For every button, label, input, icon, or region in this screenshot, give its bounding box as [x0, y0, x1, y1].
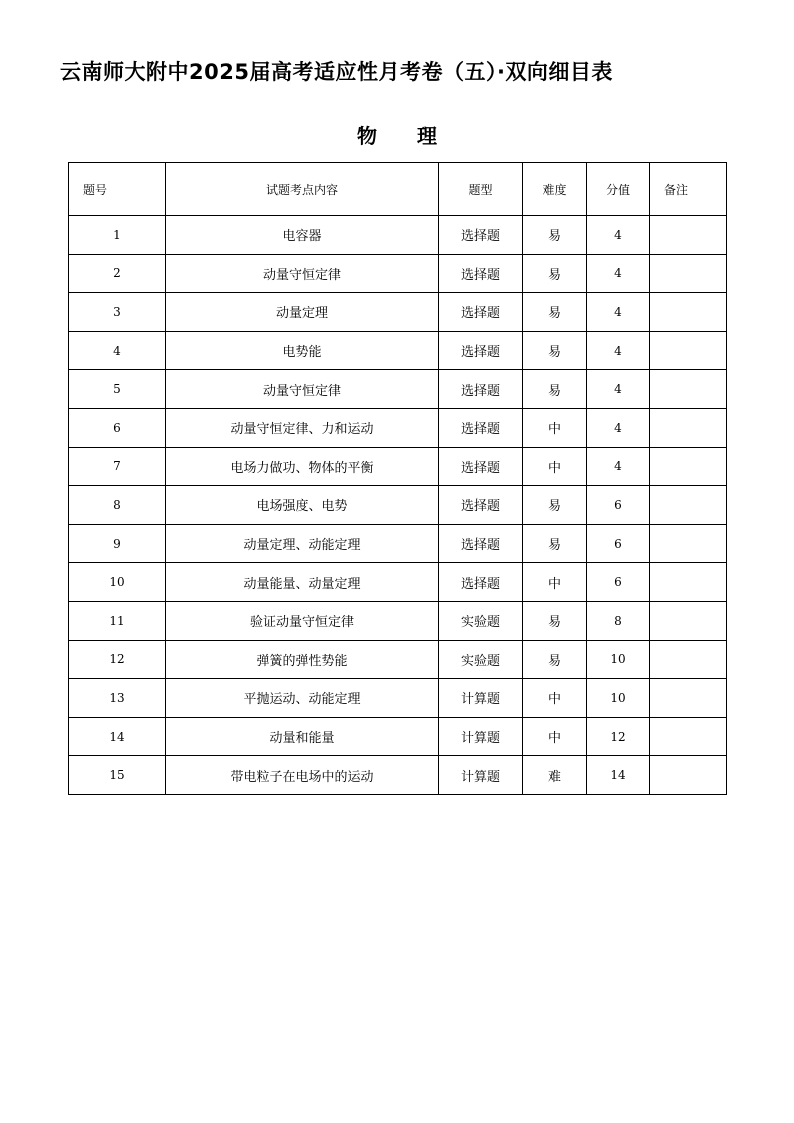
cell-no: 11 [69, 601, 166, 640]
cell-remark [650, 293, 727, 332]
page-title: 云南师大附中2025届高考适应性月考卷（五）·双向细目表 [60, 60, 613, 84]
table-row [69, 293, 727, 332]
cell-score: 6 [587, 524, 650, 563]
spec-table [68, 162, 727, 795]
cell-difficulty: 易 [523, 293, 587, 332]
cell-score: 10 [587, 679, 650, 718]
cell-score: 8 [587, 601, 650, 640]
cell-type: 选择题 [439, 216, 523, 255]
header-difficulty: 难度 [523, 163, 587, 216]
cell-score: 6 [587, 563, 650, 602]
cell-type: 计算题 [439, 717, 523, 756]
cell-type: 实验题 [439, 640, 523, 679]
cell-remark [650, 331, 727, 370]
cell-content: 动量定理、动能定理 [166, 524, 439, 563]
cell-type: 计算题 [439, 756, 523, 795]
subject-char-1: 物 [357, 124, 377, 148]
cell-score: 14 [587, 756, 650, 795]
table-row [69, 331, 727, 370]
cell-content: 弹簧的弹性势能 [166, 640, 439, 679]
cell-content: 带电粒子在电场中的运动 [166, 756, 439, 795]
cell-difficulty: 易 [523, 601, 587, 640]
cell-remark [650, 679, 727, 718]
cell-type: 选择题 [439, 447, 523, 486]
table-body [69, 216, 727, 795]
cell-difficulty: 中 [523, 679, 587, 718]
cell-content: 验证动量守恒定律 [166, 601, 439, 640]
subject-char-2: 理 [417, 124, 437, 148]
table-row [69, 370, 727, 409]
cell-type: 计算题 [439, 679, 523, 718]
table-row [69, 524, 727, 563]
cell-difficulty: 易 [523, 370, 587, 409]
cell-difficulty: 中 [523, 447, 587, 486]
cell-score: 12 [587, 717, 650, 756]
cell-remark [650, 756, 727, 795]
cell-content: 电场力做功、物体的平衡 [166, 447, 439, 486]
cell-type: 选择题 [439, 408, 523, 447]
cell-remark [650, 486, 727, 525]
cell-remark [650, 370, 727, 409]
cell-content: 电势能 [166, 331, 439, 370]
cell-no: 3 [69, 293, 166, 332]
cell-difficulty: 易 [523, 254, 587, 293]
subject-title [0, 120, 794, 149]
table-row [69, 216, 727, 255]
cell-content: 动量定理 [166, 293, 439, 332]
table-row [69, 717, 727, 756]
cell-no: 9 [69, 524, 166, 563]
header-no: 题号 [69, 163, 166, 216]
cell-score: 4 [587, 331, 650, 370]
cell-no: 7 [69, 447, 166, 486]
cell-remark [650, 254, 727, 293]
table-header-row [69, 163, 727, 216]
cell-type: 选择题 [439, 370, 523, 409]
cell-content: 电场强度、电势 [166, 486, 439, 525]
header-score: 分值 [587, 163, 650, 216]
cell-score: 4 [587, 408, 650, 447]
cell-no: 2 [69, 254, 166, 293]
cell-remark [650, 524, 727, 563]
cell-remark [650, 640, 727, 679]
cell-score: 4 [587, 216, 650, 255]
cell-type: 选择题 [439, 563, 523, 602]
cell-score: 4 [587, 447, 650, 486]
cell-type: 选择题 [439, 254, 523, 293]
cell-no: 4 [69, 331, 166, 370]
cell-no: 5 [69, 370, 166, 409]
cell-content: 平抛运动、动能定理 [166, 679, 439, 718]
cell-score: 6 [587, 486, 650, 525]
cell-content: 动量和能量 [166, 717, 439, 756]
table-row [69, 408, 727, 447]
cell-difficulty: 易 [523, 331, 587, 370]
table-row [69, 486, 727, 525]
cell-difficulty: 易 [523, 524, 587, 563]
cell-content: 动量守恒定律 [166, 254, 439, 293]
cell-remark [650, 447, 727, 486]
header-type: 题型 [439, 163, 523, 216]
cell-no: 8 [69, 486, 166, 525]
table-row [69, 640, 727, 679]
cell-remark [650, 408, 727, 447]
cell-score: 4 [587, 254, 650, 293]
cell-type: 选择题 [439, 486, 523, 525]
cell-no: 1 [69, 216, 166, 255]
cell-content: 动量能量、动量定理 [166, 563, 439, 602]
cell-difficulty: 易 [523, 216, 587, 255]
cell-remark [650, 216, 727, 255]
cell-no: 15 [69, 756, 166, 795]
cell-score: 4 [587, 370, 650, 409]
cell-difficulty: 难 [523, 756, 587, 795]
cell-difficulty: 中 [523, 408, 587, 447]
cell-type: 选择题 [439, 293, 523, 332]
cell-content: 动量守恒定律、力和运动 [166, 408, 439, 447]
cell-remark [650, 717, 727, 756]
cell-difficulty: 中 [523, 563, 587, 602]
cell-score: 4 [587, 293, 650, 332]
cell-difficulty: 中 [523, 717, 587, 756]
cell-content: 电容器 [166, 216, 439, 255]
cell-no: 6 [69, 408, 166, 447]
cell-difficulty: 易 [523, 486, 587, 525]
cell-type: 选择题 [439, 331, 523, 370]
table-row [69, 254, 727, 293]
cell-score: 10 [587, 640, 650, 679]
cell-no: 12 [69, 640, 166, 679]
cell-type: 实验题 [439, 601, 523, 640]
cell-no: 10 [69, 563, 166, 602]
cell-content: 动量守恒定律 [166, 370, 439, 409]
cell-difficulty: 易 [523, 640, 587, 679]
cell-remark [650, 563, 727, 602]
table-row [69, 601, 727, 640]
table-row [69, 756, 727, 795]
cell-remark [650, 601, 727, 640]
table-row [69, 563, 727, 602]
header-content: 试题考点内容 [166, 163, 439, 216]
cell-no: 13 [69, 679, 166, 718]
cell-type: 选择题 [439, 524, 523, 563]
table-row [69, 679, 727, 718]
header-remark: 备注 [650, 163, 727, 216]
table-row [69, 447, 727, 486]
cell-no: 14 [69, 717, 166, 756]
